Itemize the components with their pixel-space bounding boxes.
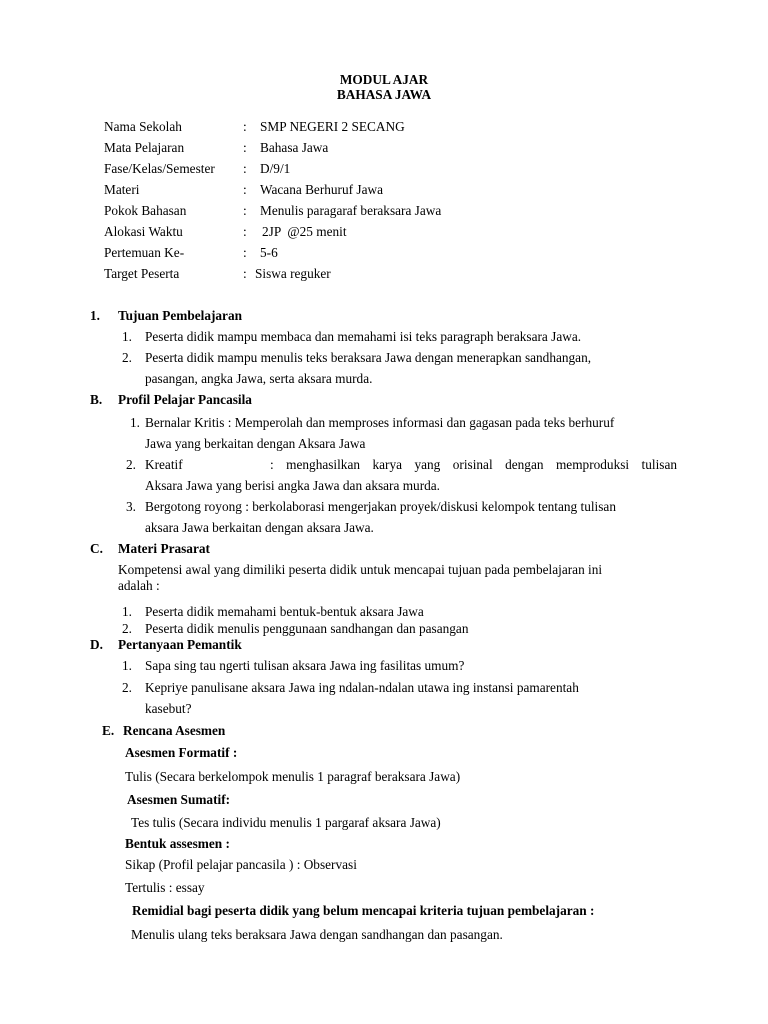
section-heading: Pertanyaan Pemantik — [118, 637, 242, 652]
section-number: C. — [90, 541, 103, 556]
identity-value: 2JP @25 menit — [262, 224, 347, 239]
paragraph: Kompetensi awal yang dimiliki peserta didik untuk mencapai tujuan pada pembelajaran ini — [118, 562, 603, 577]
list-item: Sapa sing tau ngerti tulisan aksara Jawa ing fasilitas umum? — [145, 658, 465, 673]
identity-value: Menulis paragaraf beraksara Jawa — [260, 203, 442, 218]
identity-label: Nama Sekolah — [104, 119, 182, 134]
section-number: 1. — [90, 308, 100, 323]
identity-value: SMP NEGERI 2 SECANG — [260, 119, 405, 134]
list-item-continuation: kasebut? — [145, 701, 192, 716]
section-heading: Profil Pelajar Pancasila — [118, 392, 252, 407]
list-number: 2. — [122, 621, 132, 636]
section-number: D. — [90, 637, 103, 652]
doc-title-line1: MODUL AJAR — [339, 72, 429, 87]
identity-label: Target Peserta — [104, 266, 180, 281]
list-item: Peserta didik mampu membaca dan memahami isi teks paragraph beraksara Jawa. — [145, 329, 582, 344]
list-item-continuation: Jawa yang berkaitan dengan Aksara Jawa — [145, 436, 366, 451]
identity-sep: : — [243, 245, 247, 260]
identity-sep: : — [243, 266, 247, 281]
subheading: Remidial bagi peserta didik yang belum mencapai kriteria tujuan pembelajaran : — [132, 903, 595, 918]
list-number: 1. — [122, 658, 132, 673]
list-number: 2. — [122, 680, 132, 695]
identity-label: Pertemuan Ke- — [104, 245, 185, 260]
list-item: Peserta didik mampu menulis teks beraksara Jawa dengan menerapkan sandhangan, — [145, 350, 592, 365]
identity-label: Mata Pelajaran — [104, 140, 185, 155]
identity-sep: : — [243, 203, 247, 218]
paragraph: adalah : — [118, 578, 160, 593]
identity-value: Bahasa Jawa — [260, 140, 329, 155]
identity-sep: : — [243, 182, 247, 197]
list-number: 2. — [126, 457, 136, 472]
paragraph: Tertulis : essay — [125, 880, 205, 895]
identity-label: Pokok Bahasan — [104, 203, 187, 218]
identity-label: Alokasi Waktu — [104, 224, 183, 239]
subheading: Asesmen Formatif : — [125, 745, 238, 760]
subheading: Asesmen Sumatif: — [127, 792, 231, 807]
paragraph: Tes tulis (Secara individu menulis 1 pargaraf aksara Jawa) — [131, 815, 441, 830]
list-item: Kepriye panulisane aksara Jawa ing ndalan-ndalan utawa ing instansi pamarentah — [145, 680, 579, 695]
paragraph: Sikap (Profil pelajar pancasila ) : Observasi — [125, 857, 357, 872]
identity-sep: : — [243, 224, 247, 239]
identity-label: Fase/Kelas/Semester — [104, 161, 215, 176]
identity-label: Materi — [104, 182, 140, 197]
identity-value: Siswa reguker — [255, 266, 331, 281]
list-number: 3. — [126, 499, 136, 514]
paragraph: Tulis (Secara berkelompok menulis 1 paragraf beraksara Jawa) — [125, 769, 461, 784]
subheading: Bentuk assesmen : — [125, 836, 230, 851]
list-item-label: Kreatif — [145, 457, 183, 472]
identity-sep: : — [243, 119, 247, 134]
list-item: Bergotong royong : berkolaborasi mengerjakan proyek/diskusi kelompok tentang tulisan — [145, 499, 616, 514]
section-number: B. — [90, 392, 103, 407]
identity-sep: : — [243, 140, 247, 155]
list-number: 1. — [122, 604, 132, 619]
list-item: Peserta didik memahami bentuk-bentuk aksara Jawa — [145, 604, 424, 619]
section-heading: Rencana Asesmen — [123, 723, 226, 738]
list-item-continuation: pasangan, angka Jawa, serta aksara murda. — [145, 371, 373, 386]
list-item-continuation: aksara Jawa berkaitan dengan aksara Jawa. — [145, 520, 374, 535]
list-item: Peserta didik menulis penggunaan sandhangan dan pasangan — [145, 621, 469, 636]
list-item-continuation: Aksara Jawa yang berisi angka Jawa dan aksara murda. — [145, 478, 440, 493]
list-item: Bernalar Kritis : Memperolah dan memproses informasi dan gagasan pada teks berhuruf — [145, 415, 615, 430]
identity-sep: : — [243, 161, 247, 176]
identity-value: D/9/1 — [260, 161, 291, 176]
list-number: 1. — [130, 415, 140, 430]
doc-title-line2: BAHASA JAWA — [336, 87, 432, 102]
section-heading: Materi Prasarat — [118, 541, 210, 556]
identity-value: Wacana Berhuruf Jawa — [260, 182, 383, 197]
list-number: 1. — [122, 329, 132, 344]
list-item: : menghasilkan karya yang orisinal dengan memproduksi tulisan — [270, 457, 677, 472]
section-number: E. — [102, 723, 115, 738]
section-heading: Tujuan Pembelajaran — [118, 308, 242, 323]
paragraph: Menulis ulang teks beraksara Jawa dengan sandhangan dan pasangan. — [131, 927, 503, 942]
identity-value: 5-6 — [260, 245, 278, 260]
list-number: 2. — [122, 350, 132, 365]
